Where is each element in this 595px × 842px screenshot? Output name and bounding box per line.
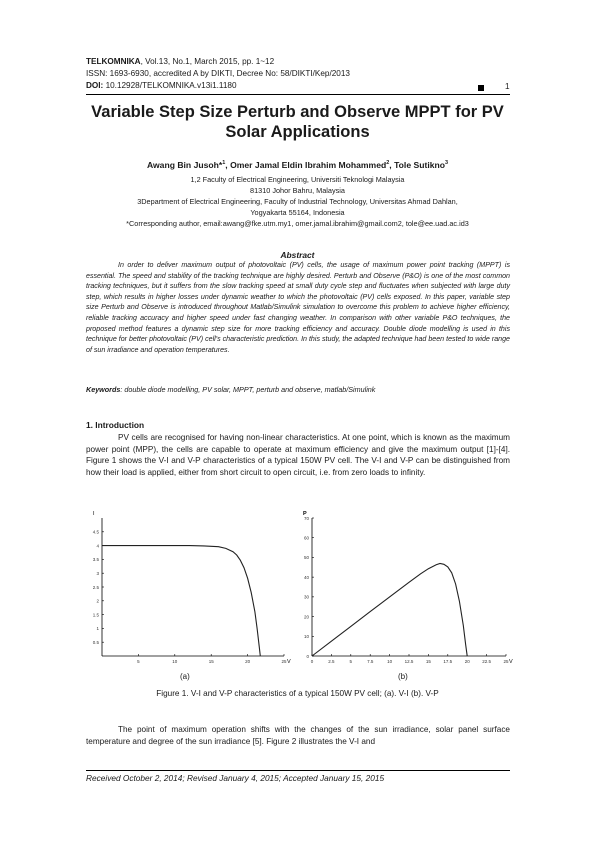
x-tick-label: 12.5	[404, 659, 414, 664]
x-axis-label: V	[509, 659, 513, 665]
section-heading: 1. Introduction	[86, 420, 145, 430]
affiliation-1: 1,2 Faculty of Electrical Engineering, Universiti Teknologi Malaysia	[190, 175, 405, 184]
series-line	[102, 546, 260, 656]
chart-vi-plot	[93, 511, 291, 665]
abstract-heading: Abstract	[280, 250, 315, 260]
header-rule	[86, 94, 510, 95]
y-tick-label: 50	[303, 555, 309, 561]
x-tick-label: 0	[310, 659, 314, 664]
intro-paragraph: PV cells are recognised for having non-linear characteristics. At one point, which is known as the maximum power point (MPP), the cells are capable to operate at maximum efficiency and give the maximum output [1]-[4]. Figure 1 shows the V-I and V-P characteristics of a typical 150W PV cell. The V-I and V-P can be distinguished from how their load is applied, either from short circuit to open circuit, i.e. from zero loads to infinity.	[86, 433, 510, 477]
x-tick-label: 20	[245, 659, 251, 664]
affiliation-2: 81310 Johor Bahru, Malaysia	[250, 186, 345, 195]
journal-name: TELKOMNIKA	[86, 57, 141, 66]
journal-header	[86, 57, 274, 67]
y-tick-label: 40	[303, 574, 309, 580]
body-paragraph: The point of maximum operation shifts with the changes of the sun irradiance, solar panel surface temperature and degree of the sun irradiance [5]. Figure 2 illustrates the V-I and	[86, 725, 510, 746]
corresponding-author: *Corresponding author, email:awang@fke.utm.my1, omer.jamal.ibrahim@gmail.com2, tole@ee.uad.ac.id3	[126, 219, 469, 228]
y-tick-label: 2.5	[92, 584, 99, 590]
issn-line: ISSN: 1693-6930, accredited A by DIKTI, Decree No: 58/DIKTI/Kep/2013	[86, 69, 350, 78]
x-tick-label: 7.5	[367, 659, 374, 664]
keywords	[86, 385, 510, 394]
x-tick-label: 15	[208, 659, 214, 664]
x-tick-label: 5	[137, 659, 140, 664]
x-tick-label: 25	[503, 659, 509, 664]
x-tick-label: 2.5	[328, 659, 335, 664]
paper-title	[60, 102, 535, 142]
x-tick-label: 17.5	[443, 659, 453, 664]
y-tick-label: 70	[303, 515, 309, 521]
affiliation-3: 3Department of Electrical Engineering, Faculty of Industrial Technology, Universitas Ahmad Dahlan,	[137, 197, 458, 206]
keywords-list: : double diode modelling, PV solar, MPPT, perturb and observe, matlab/Simulink	[120, 385, 376, 394]
y-axis-label: I	[93, 511, 95, 517]
y-tick-label: 4	[96, 543, 99, 549]
x-tick-label: 22.5	[482, 659, 491, 664]
journal-issue: , Vol.13, No.1, March 2015, pp. 1~12	[140, 57, 275, 66]
chart-vp-plot	[303, 511, 513, 665]
x-tick-label: 10	[172, 659, 178, 664]
chart-vi	[86, 510, 301, 670]
y-tick-label: 4.5	[92, 529, 99, 535]
y-tick-label: 10	[303, 634, 309, 640]
y-tick-label: 1.5	[92, 612, 99, 618]
figure-label-a: (a)	[180, 672, 190, 681]
x-axis-label: V	[287, 659, 291, 665]
authors: Awang Bin Jusoh*$^1$, Omer Jamal Eldin Ibrahim Mohammed$^2$, Tole Sutikno$^3$	[146, 160, 449, 170]
y-axis-label: P	[303, 511, 307, 517]
keywords-label: Keywords	[86, 385, 121, 394]
y-tick-label: 20	[303, 614, 309, 620]
x-tick-label: 15	[425, 659, 431, 664]
series-line	[312, 564, 467, 657]
figure-label-b: (b)	[398, 672, 408, 681]
y-tick-label: 3	[96, 571, 99, 576]
y-tick-label: 0.5	[92, 640, 99, 645]
y-tick-label: 3.5	[92, 557, 99, 563]
x-tick-label: 10	[387, 659, 393, 664]
title-line-1: Variable Step Size Perturb and Observe MPPT for PV	[91, 103, 504, 121]
y-tick-label: 60	[303, 535, 309, 541]
doi-value: 10.12928/TELKOMNIKA.v13i1.1180	[103, 81, 237, 90]
footer-rule	[86, 770, 510, 771]
abstract-text: In order to deliver maximum output of photovoltaic (PV) cells, the usage of maximum power point tracking (MPPT) is essential. The speed and stability of the tracking technique are highly desired. Perturb and Observe (P&O) is one of the most common tracking techniques, but it suffers from the slow tracking speed at small duty cycle step and fluctuates when subjected with large duty step, which results in higher losses under dynamic weather to which the photovoltaic (PV) cells exposed. In this paper, variable step size Perturb and Observe is introduced throughout Matlab/Simulink simulation to overcome this problem to achieve higher efficiency, reliable tracking accuracy and higher speed under fast changing weather. In comparison with other variable P&O techniques, the proposed method features a dynamic step size for more tracking efficiency and accuracy. Double diode modelling is used in this technique for better photovoltaic (PV) cell's characteristic prediction. In this study, the adapted technique had been tested to wide range of sun irradiance and operation temperatures.	[86, 261, 510, 354]
doi-line	[86, 81, 237, 91]
y-tick-label: 2	[96, 598, 99, 604]
y-tick-label: 0	[306, 653, 309, 659]
chart-vp	[298, 510, 520, 670]
square-bullet-icon	[478, 85, 484, 91]
doi-label: DOI:	[86, 81, 104, 90]
x-tick-label: 5	[349, 659, 353, 664]
x-tick-label: 25	[281, 659, 287, 664]
figure-caption: Figure 1. V-I and V-P characteristics of a typical 150W PV cell; (a). V-I (b). V-P	[156, 689, 439, 698]
page-number: 1	[505, 82, 510, 91]
title-line-2: Solar Applications	[225, 123, 370, 141]
received-dates: Received October 2, 2014; Revised January 4, 2015; Accepted January 15, 2015	[86, 773, 385, 783]
y-tick-label: 30	[303, 594, 309, 600]
affiliation-4: Yogyakarta 55164, Indonesia	[250, 208, 345, 217]
x-tick-label: 20	[464, 659, 470, 664]
y-tick-label: 1	[96, 626, 99, 632]
